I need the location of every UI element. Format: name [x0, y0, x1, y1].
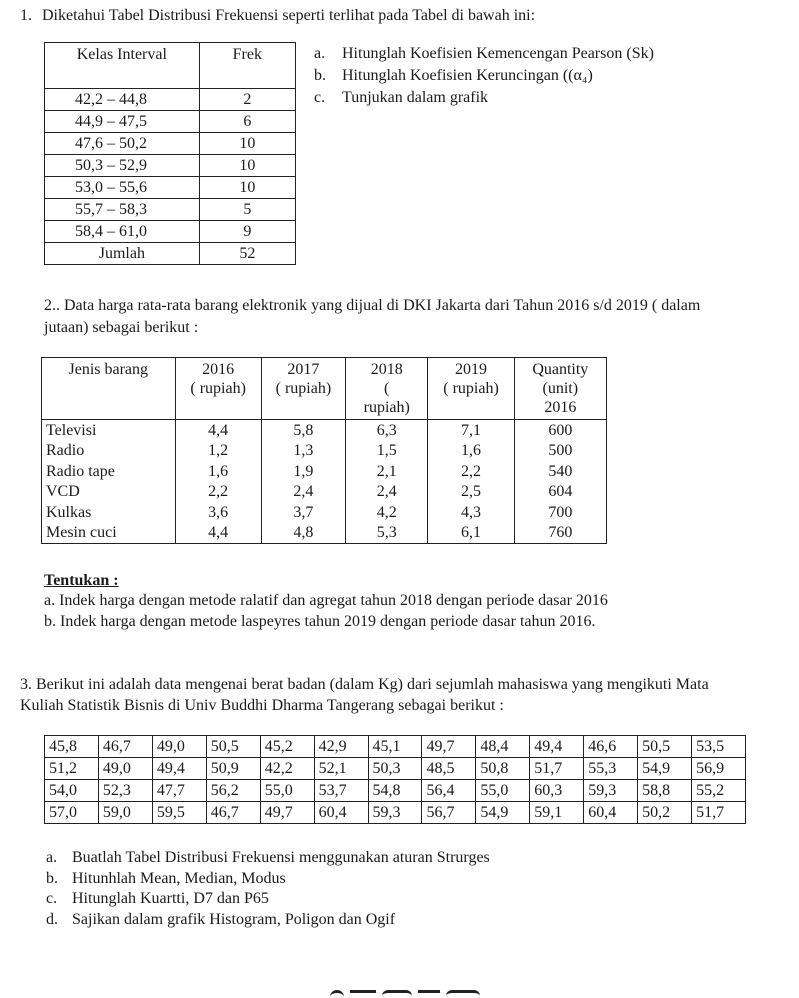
weight-cell: 51,7 [692, 802, 746, 824]
weight-cell: 49,0 [152, 736, 206, 758]
header-jenis-barang: Jenis barang [42, 358, 176, 420]
interval-cell: 50,3 – 52,9 [45, 155, 200, 177]
table-row [42, 502, 607, 523]
table-row [42, 482, 607, 503]
q3-subquestions [46, 848, 490, 930]
frek-cell: 10 [199, 133, 295, 155]
weight-cell: 50,2 [638, 802, 692, 824]
weight-cell: 60,3 [530, 780, 584, 802]
price-2018: 5,3 [346, 523, 428, 544]
weight-cell: 42,2 [260, 758, 314, 780]
table-header-row [45, 43, 296, 89]
table-row [45, 758, 746, 780]
item-name: Kulkas [42, 502, 176, 523]
tentukan-heading: Tentukan : [44, 572, 119, 589]
weight-cell: 55,3 [584, 758, 638, 780]
table-row [45, 155, 296, 177]
table-row [45, 133, 296, 155]
q1-subquestions [314, 44, 654, 110]
interval-cell: 44,9 – 47,5 [45, 111, 200, 133]
q2-tentukan-block [44, 571, 608, 631]
weight-cell: 59,5 [152, 802, 206, 824]
weight-cell: 46,6 [584, 736, 638, 758]
quantity: 700 [514, 502, 606, 523]
interval-cell: 58,4 – 61,0 [45, 221, 200, 243]
header-2016: 2016 ( rupiah) [175, 358, 261, 420]
item-letter: b. [314, 67, 326, 84]
weight-cell: 47,7 [152, 780, 206, 802]
price-2017: 3,7 [261, 502, 345, 523]
table-row [45, 111, 296, 133]
table-row [45, 199, 296, 221]
weight-cell: 56,2 [206, 780, 260, 802]
price-2019: 2,2 [428, 461, 514, 482]
q2-intro-line2: jutaan) sebagai berikut : [44, 319, 199, 336]
total-label: Jumlah [45, 243, 200, 265]
q2-price-table [41, 357, 607, 544]
price-2016: 4,4 [175, 523, 261, 544]
weight-cell: 50,5 [638, 736, 692, 758]
table-total-row [45, 243, 296, 265]
list-item [46, 910, 490, 931]
item-text: Hitunglah Kuartti, D7 dan P65 [72, 890, 269, 907]
q3-weight-table [44, 735, 746, 824]
total-value: 52 [199, 243, 295, 265]
weight-cell: 52,3 [98, 780, 152, 802]
weight-cell: 46,7 [206, 802, 260, 824]
header-2019: 2019 ( rupiah) [428, 358, 514, 420]
cutoff-footer-text [330, 990, 500, 998]
weight-cell: 55,0 [476, 780, 530, 802]
weight-cell: 50,8 [476, 758, 530, 780]
table-row [45, 89, 296, 111]
weight-cell: 51,7 [530, 758, 584, 780]
price-2019: 2,5 [428, 482, 514, 503]
price-2017: 5,8 [261, 420, 345, 441]
q2-intro [44, 296, 700, 337]
weight-cell: 49,7 [422, 736, 476, 758]
q1-title [20, 6, 535, 25]
table-row [45, 802, 746, 824]
price-2016: 4,4 [175, 420, 261, 441]
list-item [314, 66, 654, 88]
frek-cell: 9 [199, 221, 295, 243]
table-row [42, 441, 607, 462]
weight-cell: 59,0 [98, 802, 152, 824]
price-2019: 1,6 [428, 441, 514, 462]
frek-cell: 6 [199, 111, 295, 133]
item-text: Hitunglah Koefisien Kemencengan Pearson (Sk) [342, 45, 654, 62]
item-text: Hitunhlah Mean, Median, Modus [72, 869, 286, 887]
item-letter: a. [46, 849, 58, 866]
quantity: 600 [514, 420, 606, 441]
weight-cell: 59,3 [368, 802, 422, 824]
weight-cell: 49,0 [98, 758, 152, 780]
list-item [314, 88, 654, 110]
price-2019: 7,1 [428, 420, 514, 441]
list-item: b. Indek harga dengan metode laspeyres tahun 2019 dengan periode dasar tahun 2016. [44, 613, 596, 630]
list-item [46, 889, 490, 910]
weight-cell: 56,4 [422, 780, 476, 802]
weight-cell: 45,2 [260, 736, 314, 758]
frek-cell: 5 [199, 199, 295, 221]
q2-intro-line1: 2.. Data harga rata-rata barang elektronik yang dijual di DKI Jakarta dari Tahun 2016 s/d 2019 ( dalam [44, 297, 701, 314]
item-text: Hitunglah Koefisien Keruncingan ((α₄) [342, 67, 593, 84]
weight-cell: 56,7 [422, 802, 476, 824]
weight-cell: 42,9 [314, 736, 368, 758]
price-2018: 2,1 [346, 461, 428, 482]
weight-cell: 54,9 [476, 802, 530, 824]
list-item [46, 869, 490, 890]
weight-cell: 53,5 [692, 736, 746, 758]
price-2017: 2,4 [261, 482, 345, 503]
quantity: 540 [514, 461, 606, 482]
table-header-row [42, 358, 607, 420]
weight-cell: 48,5 [422, 758, 476, 780]
price-2018: 2,4 [346, 482, 428, 503]
weight-cell: 49,4 [152, 758, 206, 780]
weight-cell: 57,0 [45, 802, 99, 824]
list-item [46, 848, 490, 869]
interval-cell: 42,2 – 44,8 [45, 89, 200, 111]
item-letter: c. [314, 89, 326, 106]
interval-cell: 47,6 – 50,2 [45, 133, 200, 155]
item-text: Buatlah Tabel Distribusi Frekuensi menggunakan aturan Strurges [72, 849, 490, 866]
q1-frequency-table [44, 42, 296, 265]
price-2016: 2,2 [175, 482, 261, 503]
weight-cell: 54,9 [638, 758, 692, 780]
table-row [42, 461, 607, 482]
q1-title-text: Diketahui Tabel Distribusi Frekuensi seperti terlihat pada Tabel di bawah ini: [42, 7, 536, 24]
item-text: Tunjukan dalam grafik [342, 89, 489, 106]
weight-cell: 59,3 [584, 780, 638, 802]
weight-cell: 54,8 [368, 780, 422, 802]
item-letter: a. [314, 45, 326, 62]
weight-cell: 50,5 [206, 736, 260, 758]
weight-cell: 48,4 [476, 736, 530, 758]
item-letter: d. [46, 910, 58, 928]
list-item [314, 44, 654, 66]
q3-intro-line2: Kuliah Statistik Bisnis di Univ Buddhi Dharma Tangerang sebagai berikut : [20, 697, 504, 714]
table-row [45, 177, 296, 199]
price-2018: 1,5 [346, 441, 428, 462]
table-row [45, 736, 746, 758]
quantity: 500 [514, 441, 606, 462]
header-2018: 2018 ( rupiah) [346, 358, 428, 420]
item-name: Radio tape [42, 461, 176, 482]
price-2018: 4,2 [346, 502, 428, 523]
weight-cell: 55,0 [260, 780, 314, 802]
item-text: Sajikan dalam grafik Histogram, Poligon dan Ogif [72, 910, 396, 928]
weight-cell: 45,8 [45, 736, 99, 758]
quantity: 760 [514, 523, 606, 544]
item-name: Radio [42, 441, 176, 462]
table-row [42, 420, 607, 441]
weight-cell: 49,7 [260, 802, 314, 824]
price-2019: 6,1 [428, 523, 514, 544]
weight-cell: 53,7 [314, 780, 368, 802]
weight-cell: 58,8 [638, 780, 692, 802]
q1-number: 1. [20, 7, 32, 24]
frek-cell: 2 [199, 89, 295, 111]
frek-cell: 10 [199, 177, 295, 199]
weight-cell: 51,2 [45, 758, 99, 780]
price-2017: 1,9 [261, 461, 345, 482]
price-2019: 4,3 [428, 502, 514, 523]
header-kelas-interval: Kelas Interval [45, 43, 200, 89]
list-item: a. Indek harga dengan metode ralatif dan agregat tahun 2018 dengan periode dasar 2016 [44, 592, 608, 609]
price-2016: 1,2 [175, 441, 261, 462]
header-quantity: Quantity (unit) 2016 [514, 358, 606, 420]
item-name: Televisi [42, 420, 176, 441]
price-2017: 4,8 [261, 523, 345, 544]
weight-cell: 50,3 [368, 758, 422, 780]
item-name: VCD [42, 482, 176, 503]
weight-cell: 59,1 [530, 802, 584, 824]
price-2017: 1,3 [261, 441, 345, 462]
table-row [45, 221, 296, 243]
table-row [42, 523, 607, 544]
table-row [45, 780, 746, 802]
item-letter: c. [46, 890, 58, 907]
weight-cell: 52,1 [314, 758, 368, 780]
weight-cell: 56,9 [692, 758, 746, 780]
header-2017: 2017 ( rupiah) [261, 358, 345, 420]
price-2018: 6,3 [346, 420, 428, 441]
weight-cell: 60,4 [584, 802, 638, 824]
q3-intro [20, 675, 709, 715]
q3-intro-line1: 3. Berikut ini adalah data mengenai berat badan (dalam Kg) dari sejumlah mahasiswa yang mengikuti Mata [20, 676, 709, 693]
quantity: 604 [514, 482, 606, 503]
interval-cell: 53,0 – 55,6 [45, 177, 200, 199]
weight-cell: 46,7 [98, 736, 152, 758]
weight-cell: 49,4 [530, 736, 584, 758]
weight-cell: 55,2 [692, 780, 746, 802]
frek-cell: 10 [199, 155, 295, 177]
header-frek: Frek [199, 43, 295, 89]
price-2016: 3,6 [175, 502, 261, 523]
weight-cell: 54,0 [45, 780, 99, 802]
weight-cell: 60,4 [314, 802, 368, 824]
weight-cell: 50,9 [206, 758, 260, 780]
item-name: Mesin cuci [42, 523, 176, 544]
interval-cell: 55,7 – 58,3 [45, 199, 200, 221]
price-2016: 1,6 [175, 461, 261, 482]
weight-cell: 45,1 [368, 736, 422, 758]
item-letter: b. [46, 869, 58, 887]
